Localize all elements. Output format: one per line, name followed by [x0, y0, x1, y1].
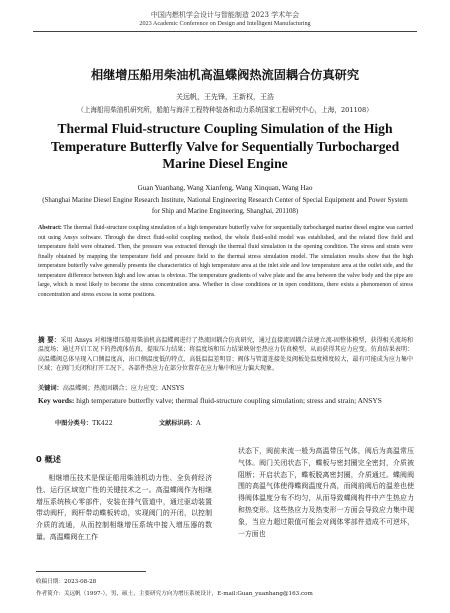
clc-number [55, 418, 113, 427]
footnote-author: 作者简介：关远帆（1997-），男，硕士，主要研究方向为增压系统设计，E-mail:Guan_yuanhang@163.com [36, 591, 313, 597]
running-header-cn: 中国内燃机学会设计与智能制造 2023 学术年会 [150, 11, 300, 19]
running-header-en: 2023 Academic Conference on Design and Intelligent Manufacturing [139, 20, 311, 27]
abstract-en-label: Abstract: [38, 225, 62, 231]
footnote-rule [36, 571, 146, 572]
authors-cn: 关远帆，王先锋，王新权，王浩 [176, 93, 274, 101]
doc-code [159, 418, 201, 427]
keywords-cn [38, 384, 413, 393]
footnote-received: 收稿日期：2023-08-28 [36, 579, 97, 585]
abstract-en [38, 224, 413, 300]
body-column-left: 相继增压技术是保证船用柴油机动力性、全负荷经济性、运行区域宽广性的关键技术之一。高温蝶阀作为相继增压系统核心零部件，安装在排气管道中，通过驱动装置带动阀杆，阀杆带动蝶板转动，实现阀门的开闭，以控制介质的流通，从而控制相继增压系统中接入增压器的数量。高温蝶阀在工作 [36, 474, 212, 541]
doc-label: 文献标识码： [159, 420, 197, 427]
abstract-cn [38, 336, 413, 374]
authors-en: Guan Yuanhang, Wang Xianfeng, Wang Xinquan, Wang Hao [137, 184, 313, 192]
affiliation-en: (Shanghai Marine Diesel Engine Research Institute, National Engineering Research Center of Special Equipment and Power System for Ship and Marine Engineering, Shanghai, 201108) [42, 197, 408, 215]
keywords-en-label: Key words: [38, 396, 75, 405]
body-column-right: 状态下，阀前来流一般为高温带压气体，阀后为高温常压气体。阀门关闭状态下，蝶板与密封圈完全密封，介质被阻断；开启状态下，蝶板脱离密封圈，介质通过。蝶阀阀围的高温气体使得蝶阀温度升高，而阀前阀后的温差也使得阀体温度分布不均匀，从而导致蝶阀构件中产生热应力和热变形。这些热应力及热变形一方面会导致应力集中现象，当应力超过限值可能会对阀体零部件造成不可逆坏，一方面也 [238, 447, 414, 538]
affiliation-cn: （上海船用柴油机研究所，船舶与海洋工程特种装备和动力系统国家工程研究中心，上海，201108） [77, 106, 373, 114]
keywords-en [38, 396, 413, 406]
paper-title-en: Thermal Fluid-structure Coupling Simulation of the High Temperature Butterfly Valve for Sequentially Turbocharged Marine Diesel Engine [50, 121, 400, 171]
abstract-cn-label: 摘 要： [38, 336, 61, 344]
abstract-cn-text: 采用 Ansys 对相继增压船用柴油机高温蝶阀进行了热流固耦合仿真研究，通过直接流固耦合法建立流-固整体模型，获得相关流场和温度场；通过开启工况下的热流体仿真，提取压力结果；将温度场和压力结果映射至热应力仿真模型，从而获得其应力应变。仿真结果表明：高温蝶阀总体呈现入口侧温度高，出口侧温度低的特点，高低温温差明显；阀体与管道连接处及阀板处温度梯度较大，最有可能成为应力集中区域；在阀门关闭和打开工况下，各部件热应力在部分位置存在应力集中和应力偏大现象。 [38, 337, 413, 373]
keywords-cn-label: 关键词： [38, 385, 63, 392]
keywords-en-text: high temperature butterfly valve; thermal fluid-structure coupling simulation; stress and strain; ANSYS [76, 396, 382, 405]
keywords-cn-text: 高温蝶阀；热流固耦合；应力应变；ANSYS [62, 385, 185, 392]
clc-value: TK422 [92, 420, 113, 427]
paper-title-cn: 相继增压船用柴油机高温蝶阀热流固耦合仿真研究 [90, 68, 360, 82]
header-rule [33, 31, 417, 32]
section-heading: 0 概述 [36, 454, 61, 464]
doc-value: A [196, 420, 201, 427]
abstract-en-text: The thermal fluid-structure coupling simulation of a high temperature butterfly valve for sequentially turbocharged marine diesel engine was carried out using Ansys software. Through the direct fluid-solid coupling method, the whole fluid-solid model was established, and the related flow field and temperature field were obtained. Then, the pressure was extracted through the thermal fluid simulation in the opening condition. The stress and strain were finally obtained by mapping the temperature field and pressure field to the thermal stress simulation model. The simulation results show that the high temperature butterfly valve generally presents the characteristics of high temperature area at the inlet side and low temperature area at the outlet side, and the temperature difference between high and low areas is obvious. The temperature gradients of valve plate and the area between the valve body and the pipe are large, which is most likely to become the stress concentration area. Whether in close conditions or in open conditions, there exists a phenomenon of stress concentration and stress excess in some positions. [38, 225, 413, 298]
clc-label: 中图分类号： [55, 420, 93, 427]
